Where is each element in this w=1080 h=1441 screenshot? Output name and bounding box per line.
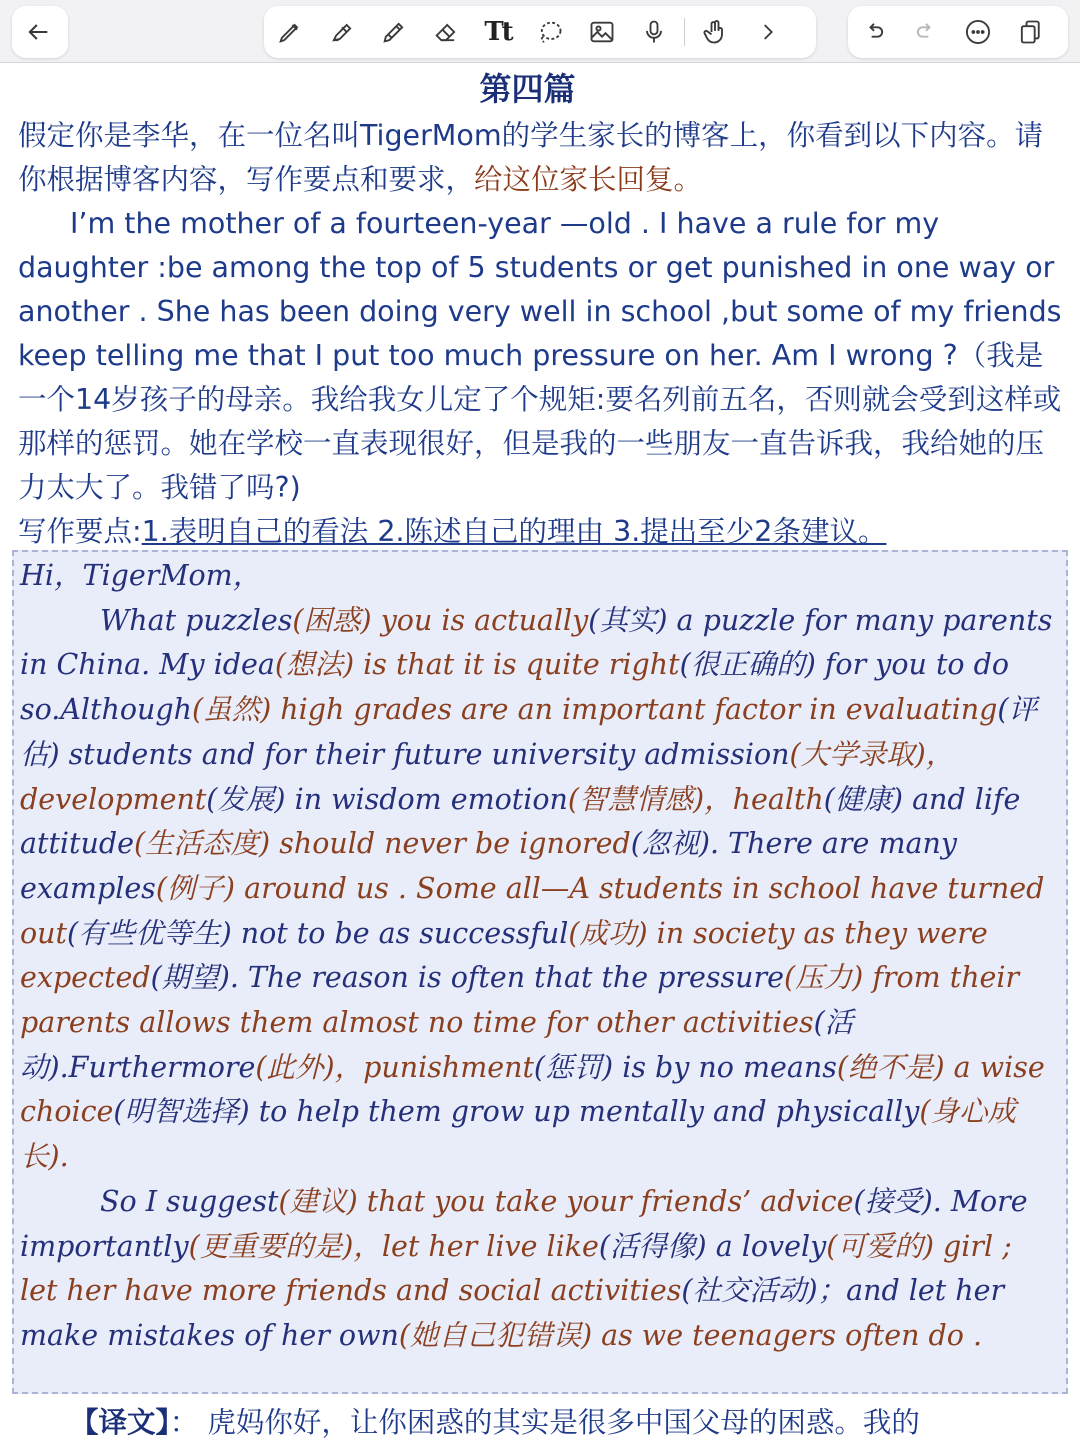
translation-line <box>70 1400 1070 1441</box>
essay-gloss: (绝不是) a wise choice <box>20 1050 1045 1129</box>
essay-phrase: (接受). More importantly <box>20 1184 1028 1263</box>
actions-group <box>848 6 1068 58</box>
essay-gloss: (她自己犯错误) as we teenagers often do . <box>398 1318 983 1352</box>
undo-icon[interactable] <box>848 6 900 58</box>
essay-gloss: (可爱的) girl ; let her have more friends and social activities <box>20 1229 1012 1308</box>
essay-phrase: (活得像) a lovely <box>598 1229 827 1263</box>
essay-phrase: (活动).Furthermore <box>20 1006 854 1084</box>
lasso-icon[interactable] <box>524 6 576 58</box>
translation-text: ： 虎妈你好，让你困惑的其实是很多中国父母的困惑。我的 <box>169 1406 920 1439</box>
prompt-line: 容。请你根据博客内容，写作要点和要求， <box>18 119 1044 196</box>
essay-gloss: (生活态度) should never be ignored <box>133 827 631 861</box>
essay-phrase: (评估) students and for their future university admission <box>20 693 1038 771</box>
requirements-list: 1.表明自己的看法 2.陈述自己的理由 3.提出至少2条建议。 <box>141 515 887 548</box>
essay-gloss: (身心成长). <box>20 1095 1017 1174</box>
essay-phrase: (期望). The reason is often that the pressure <box>150 961 785 995</box>
essay-gloss: (压力) from their parents allows them almost no time for other activities <box>20 961 1020 1040</box>
essay-gloss: (更重要的是)，let her live like <box>188 1229 599 1263</box>
essay-phrase: (很正确的) for you to do so.Although <box>20 648 1010 727</box>
back-arrow-icon[interactable] <box>12 6 64 58</box>
page-title: 第四篇 <box>479 70 576 108</box>
essay-gloss: (成功) in society as they were expected <box>20 916 988 995</box>
text-tool-icon[interactable]: Tt <box>484 17 512 47</box>
touch-icon[interactable] <box>689 6 741 58</box>
pencil-icon[interactable] <box>368 6 420 58</box>
blog-text: I’m the mother of a fourteen-year —old . I have a rule for my daughter :be among the top of 5 students or get punished in one way or another . She has been doing very well in school ,but some of my friends keep telling me that I put too much pressure on her. Am I wrong ?（我是一个14岁孩子的母亲。我给我女儿定了个规矩:要名列前五名，否则就会受到这样或那样的惩罚。她在学校一直表现很好，但是我的一些朋友一直告诉我，我给她的压力太大了。我错了吗?) <box>18 207 1062 504</box>
essay-phrase: (有些优等生) not to be as successful <box>66 916 569 950</box>
requirements <box>18 510 1068 554</box>
essay-phrase: (忽视). There are many examples <box>20 827 957 905</box>
translation-tag: 【译文】 <box>70 1406 170 1439</box>
essay-phrase: (健康) and life attitude <box>20 782 1021 861</box>
essay-phrase: (明智选择) to help them grow up mentally and physically <box>113 1095 920 1129</box>
essay-phrase: So I suggest <box>100 1184 279 1218</box>
essay-phrase: What puzzles <box>100 603 293 637</box>
pages-icon[interactable] <box>1004 6 1056 58</box>
eraser-icon[interactable] <box>420 6 472 58</box>
microphone-icon[interactable] <box>628 6 680 58</box>
essay-gloss: (智慧情感)，health <box>567 782 824 816</box>
essay-gloss: (大学录取)，development <box>20 737 955 816</box>
essay-phrase: (惩罚) is by no means <box>533 1050 837 1084</box>
toolbar-divider <box>684 18 685 46</box>
essay-gloss: (困惑) you is actually <box>292 603 589 637</box>
essay-phrase: (社交活动)；and let her make mistakes of her own <box>20 1274 1005 1352</box>
tools-group <box>264 6 816 58</box>
essay-phrase: (发展) in wisdom emotion <box>206 782 568 816</box>
prompt-highlight: 给这位家长回复。 <box>474 163 703 196</box>
essay-paragraph-2 <box>20 1180 1058 1359</box>
essay-gloss: (此外)，punishment <box>255 1050 534 1084</box>
essay-gloss: (建议) that you take your friends’ advice <box>278 1184 854 1218</box>
essay-phrase: (其实) a puzzle for many parents in China. My idea <box>20 603 1053 682</box>
toolbar <box>0 0 1080 63</box>
prompt-line: 假定你是李华，在一位名叫TigerMom的学生家长的博客上，你看到以下内 <box>18 119 958 152</box>
essay-gloss: (例子) around us . Some all—A students in school have turned out <box>20 871 1045 950</box>
essay-paragraph-1 <box>20 599 1058 1180</box>
essay-gloss: (虽然) high grades are an important factor in evaluating <box>191 693 998 727</box>
back-group <box>12 6 68 58</box>
essay-greeting: Hi，TigerMom， <box>20 559 262 592</box>
image-icon[interactable] <box>576 6 628 58</box>
requirements-label: 写作要点: <box>18 515 142 548</box>
highlighter-icon[interactable] <box>316 6 368 58</box>
prompt-text <box>18 114 1068 554</box>
pen-icon[interactable] <box>264 6 316 58</box>
essay-gloss: (想法) is that it is quite right <box>274 648 680 682</box>
chevron-right-icon[interactable] <box>741 6 793 58</box>
prompt-paragraph <box>18 114 1068 202</box>
essay-box[interactable] <box>12 550 1068 1394</box>
redo-icon[interactable] <box>900 6 952 58</box>
more-icon[interactable] <box>952 6 1004 58</box>
